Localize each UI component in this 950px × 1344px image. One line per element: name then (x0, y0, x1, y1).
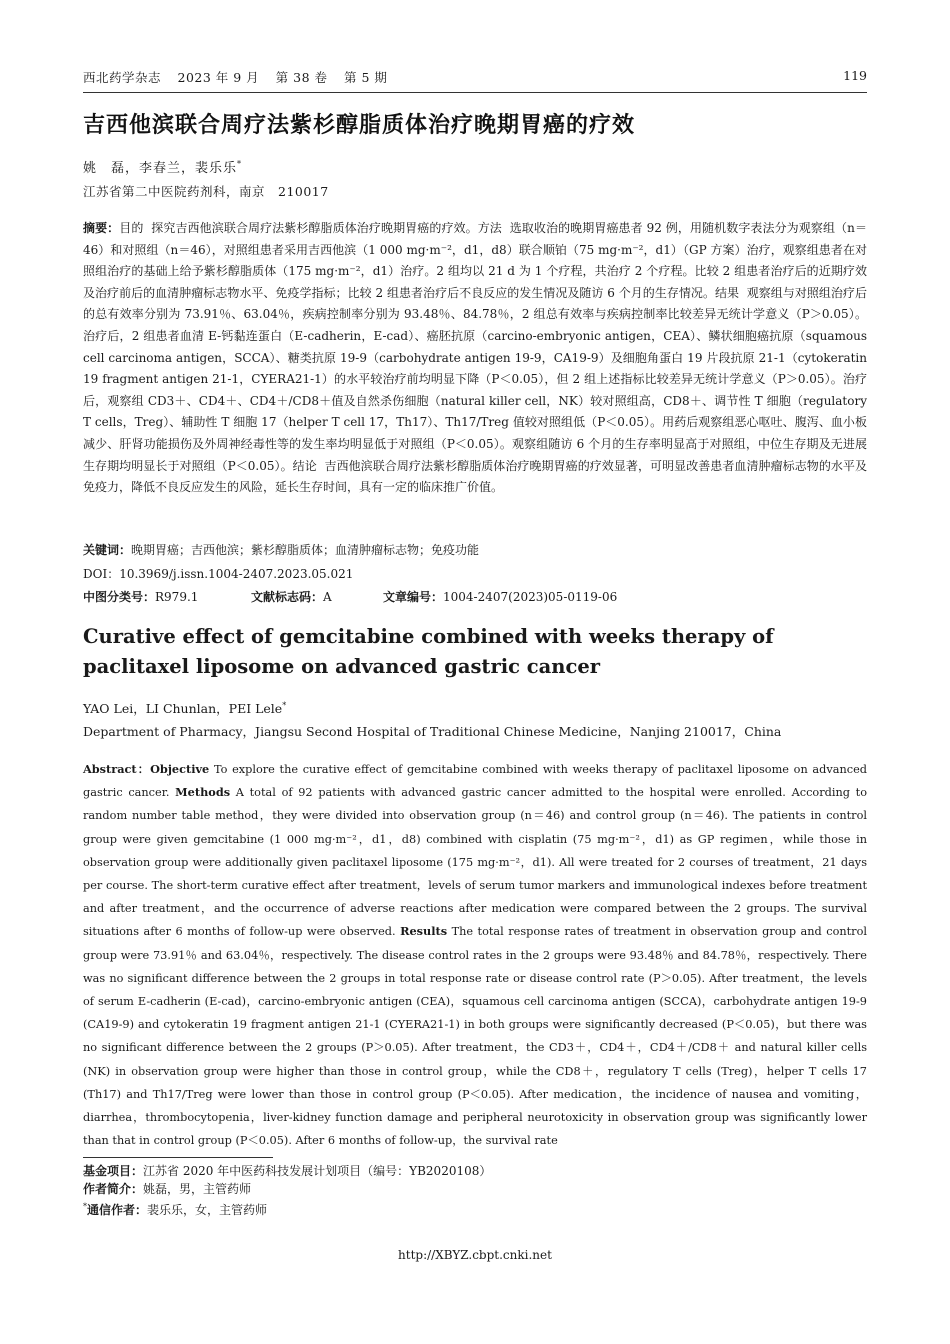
classification-line (83, 588, 617, 605)
conclusion-label: 结论 (292, 458, 317, 473)
en-methods-text: A total of 92 patients with advanced gastric cancer admitted to the hospital were enrolled. According to random number table method，they were divided into observation group (n＝46) and control group (n＝46). The patients in control group were given gemcitabine (1 000 mg·m⁻²，d1，d8) combined with cisplatin (75 mg·m⁻²，d1) as GP regimen，while those in observation group were additionally given paclitaxel liposome (175 mg·m⁻²，d1). All were treated for 2 courses of treatment，21 days per course. The short-term curative effect after treatment，levels of serum tumor markers and immunological indexes before treatment and after treatment，and the occurrence of adverse reactions after medication were compared between the 2 groups. The survival situations after 6 months of follow-up were observed. (83, 786, 867, 939)
issue-date: 2023 年 9 月 (177, 70, 260, 85)
objective-text: 探究吉西他滨联合周疗法紫杉醇脂质体治疗晚期胃癌的疗效。 (151, 221, 478, 235)
english-abstract (83, 758, 867, 1152)
english-title: Curative effect of gemcitabine combined with weeks therapy of paclitaxel liposome on advanced gastric cancer (83, 625, 774, 678)
corr-label: 通信作者： (87, 1203, 148, 1217)
en-objective-text: To explore the curative effect of gemcitabine combined with weeks therapy of paclitaxel liposome on advanced gastric cancer. (83, 763, 867, 800)
volume: 第 38 卷 (275, 70, 328, 85)
footnote-divider (83, 1157, 273, 1158)
chinese-affiliation: 江苏省第二中医院药剂科，南京 210017 (83, 184, 329, 199)
english-corresponding-mark: * (282, 700, 287, 710)
english-affiliation: Department of Pharmacy，Jiangsu Second Hospital of Traditional Chinese Medicine，Nanjing 210017，China (83, 724, 782, 739)
footer-url: http://XBYZ.cbpt.cnki.net (398, 1248, 552, 1262)
chinese-title: 吉西他滨联合周疗法紫杉醇脂质体治疗晚期胃癌的疗效 (83, 113, 636, 138)
keywords-label: 关键词： (83, 543, 132, 557)
en-objective-label: Objective (150, 762, 210, 776)
chinese-keywords (83, 541, 867, 558)
journal-info (83, 68, 399, 86)
english-authors (83, 699, 286, 717)
doi: DOI：10.3969/j.issn.1004-2407.2023.05.021 (83, 567, 354, 581)
conclusion-text: 吉西他滨联合周疗法紫杉醇脂质体治疗晚期胃癌的疗效显著，可明显改善患者血清肿瘤标志物的水平及免疫力，降低不良反应发生的风险，延长生存时间，具有一定的临床推广价值。 (83, 458, 867, 495)
corresponding-mark: * (237, 159, 243, 169)
corresponding-note (83, 1198, 491, 1220)
en-results-label: Results (400, 924, 448, 939)
methods-text: 选取收治的晚期胃癌患者 92 例，用随机数字表法分为观察组（n＝46）和对照组（n＝46），对照组患者采用吉西他滨（1 000 mg·m⁻²，d1，d8）联合顺铂（75 mg·m⁻²，d1）（GP 方案）治疗，观察组患者在对照组治疗的基础上给予紫杉醇脂质体（175 mg·m⁻²，d1）治疗。2 组均以 21 d 为 1 个疗程，共治疗 2 个疗程。比较 2 组患者治疗后的近期疗效及治疗前后的血清肿瘤标志物水平、免疫学指标；比较 2 组患者治疗后不良反应的发生情况及随访 6 个月的生存情况。 (83, 221, 867, 300)
methods-label: 方法 (477, 221, 502, 235)
issue: 第 5 期 (344, 70, 388, 85)
corr-text: 裴乐乐，女，主管药师 (147, 1203, 268, 1217)
en-abstract-label: Abstract： (83, 762, 151, 776)
page-number: 119 (843, 68, 867, 83)
objective-label: 目的 (119, 221, 144, 235)
running-header (83, 64, 867, 93)
abstract-label: 摘要： (83, 221, 120, 235)
en-results-text: The total response rates of treatment in observation group and control group were 73.91％ and 63.04％，respectively. The disease control rates in the 2 groups were 93.48％ and 84.78％，respectively. There was no significant difference between the 2 groups in total response rate or disease control rate (P＞0.05). After treatment，the levels of serum E-cadherin (E-cad)，carcino-embryonic antigen (CEA)，squamous cell carcinoma antigen (SCCA)，carbohydrate antigen 19-9 (CA19-9) and cytokeratin 19 fragment antigen 21-1 (CYERA21-1) in both groups were significantly decreased (P＜0.05)，but there was no significant difference between the 2 groups (P＞0.05). After treatment，the CD3＋，CD4＋，CD4＋/CD8＋ and natural killer cells (NK) in observation group were higher than those in control group，while the CD8＋，regulatory T cells (Treg)，helper T cells 17 (Th17) and Th17/Treg were lower than those in control group (P＜0.05). After medication，the incidence of nausea and vomiting，diarrhea，thrombocytopenia，liver-kidney function damage and peripheral neurotoxicity in observation group was significantly lower than that in control group (P＜0.05). After 6 months of follow-up，the survival rate (83, 925, 867, 1148)
en-methods-label: Methods (175, 785, 231, 800)
doc-code-value: A (323, 590, 332, 604)
clc-label: 中图分类号： (83, 590, 156, 604)
author-note (83, 1181, 491, 1199)
chinese-author-names: 姚 磊，李春兰，裴乐乐 (83, 161, 238, 176)
fund-label: 基金项目： (83, 1164, 144, 1178)
doc-code-label: 文献标志码： (251, 590, 324, 604)
corr-mark: * (83, 1202, 87, 1211)
author-bio-text: 姚磊，男，主管药师 (143, 1181, 252, 1196)
article-no-value: 1004-2407(2023)05-0119-06 (443, 590, 618, 604)
doc-code-item (251, 588, 383, 605)
footnotes (83, 1163, 491, 1220)
article-no-label: 文章编号： (383, 590, 444, 604)
fund-note (83, 1163, 491, 1181)
results-label: 结果 (714, 285, 740, 300)
journal-name: 西北药学杂志 (83, 70, 162, 85)
fund-text: 江苏省 2020 年中医药科技发展计划项目（编号：YB2020108） (143, 1164, 492, 1178)
author-bio-label: 作者简介： (83, 1181, 144, 1196)
english-author-names: YAO Lei，LI Chunlan，PEI Lele (83, 701, 283, 716)
chinese-abstract (83, 218, 867, 499)
chinese-authors (83, 157, 242, 176)
clc-value: R979.1 (155, 590, 199, 604)
keywords-text: 晚期胃癌；吉西他滨；紫杉醇脂质体；血清肿瘤标志物；免疫功能 (131, 543, 480, 557)
results-text: 观察组与对照组治疗后的总有效率分别为 73.91％、63.04％，疾病控制率分别为 93.48％、84.78％，2 组总有效率与疾病控制率比较差异无统计学意义（P＞0.05）。治疗后，2 组患者血清 E-钙黏连蛋白（E-cadherin，E-cad）、癌胚抗原（carcino-embryonic antigen，CEA）、鳞状细胞癌抗原（squamous cell carcinoma antigen，SCCA）、糖类抗原 19-9（carbohydrate antigen 19-9，CA19-9）及细胞角蛋白 19 片段抗原 21-1（cytokeratin 19 fragment antigen 21-1，CYERA21-1）的水平较治疗前均明显下降（P＜0.05），但 2 组上述指标比较差异无统计学意义（P＞0.05）。治疗后，观察组 CD3＋、CD4＋、CD4＋/CD8＋值及自然杀伤细胞（natural killer cell，NK）较对照组高，CD8＋、调节性 T 细胞（regulatory T cells，Treg）、辅助性 T 细胞 17（helper T cell 17，Th17）、Th17/Treg 值较对照组低（P＜0.05）。用药后观察组恶心呕吐、腹泻、血小板减少、肝肾功能损伤及外周神经毒性等的发生率均明显低于对照组（P＜0.05）。观察组随访 6 个月的生存率明显高于对照组，中位生存期及无进展生存期均明显长于对照组（P＜0.05）。 (83, 285, 867, 473)
clc-item (83, 588, 251, 605)
article-no-item (383, 588, 617, 605)
